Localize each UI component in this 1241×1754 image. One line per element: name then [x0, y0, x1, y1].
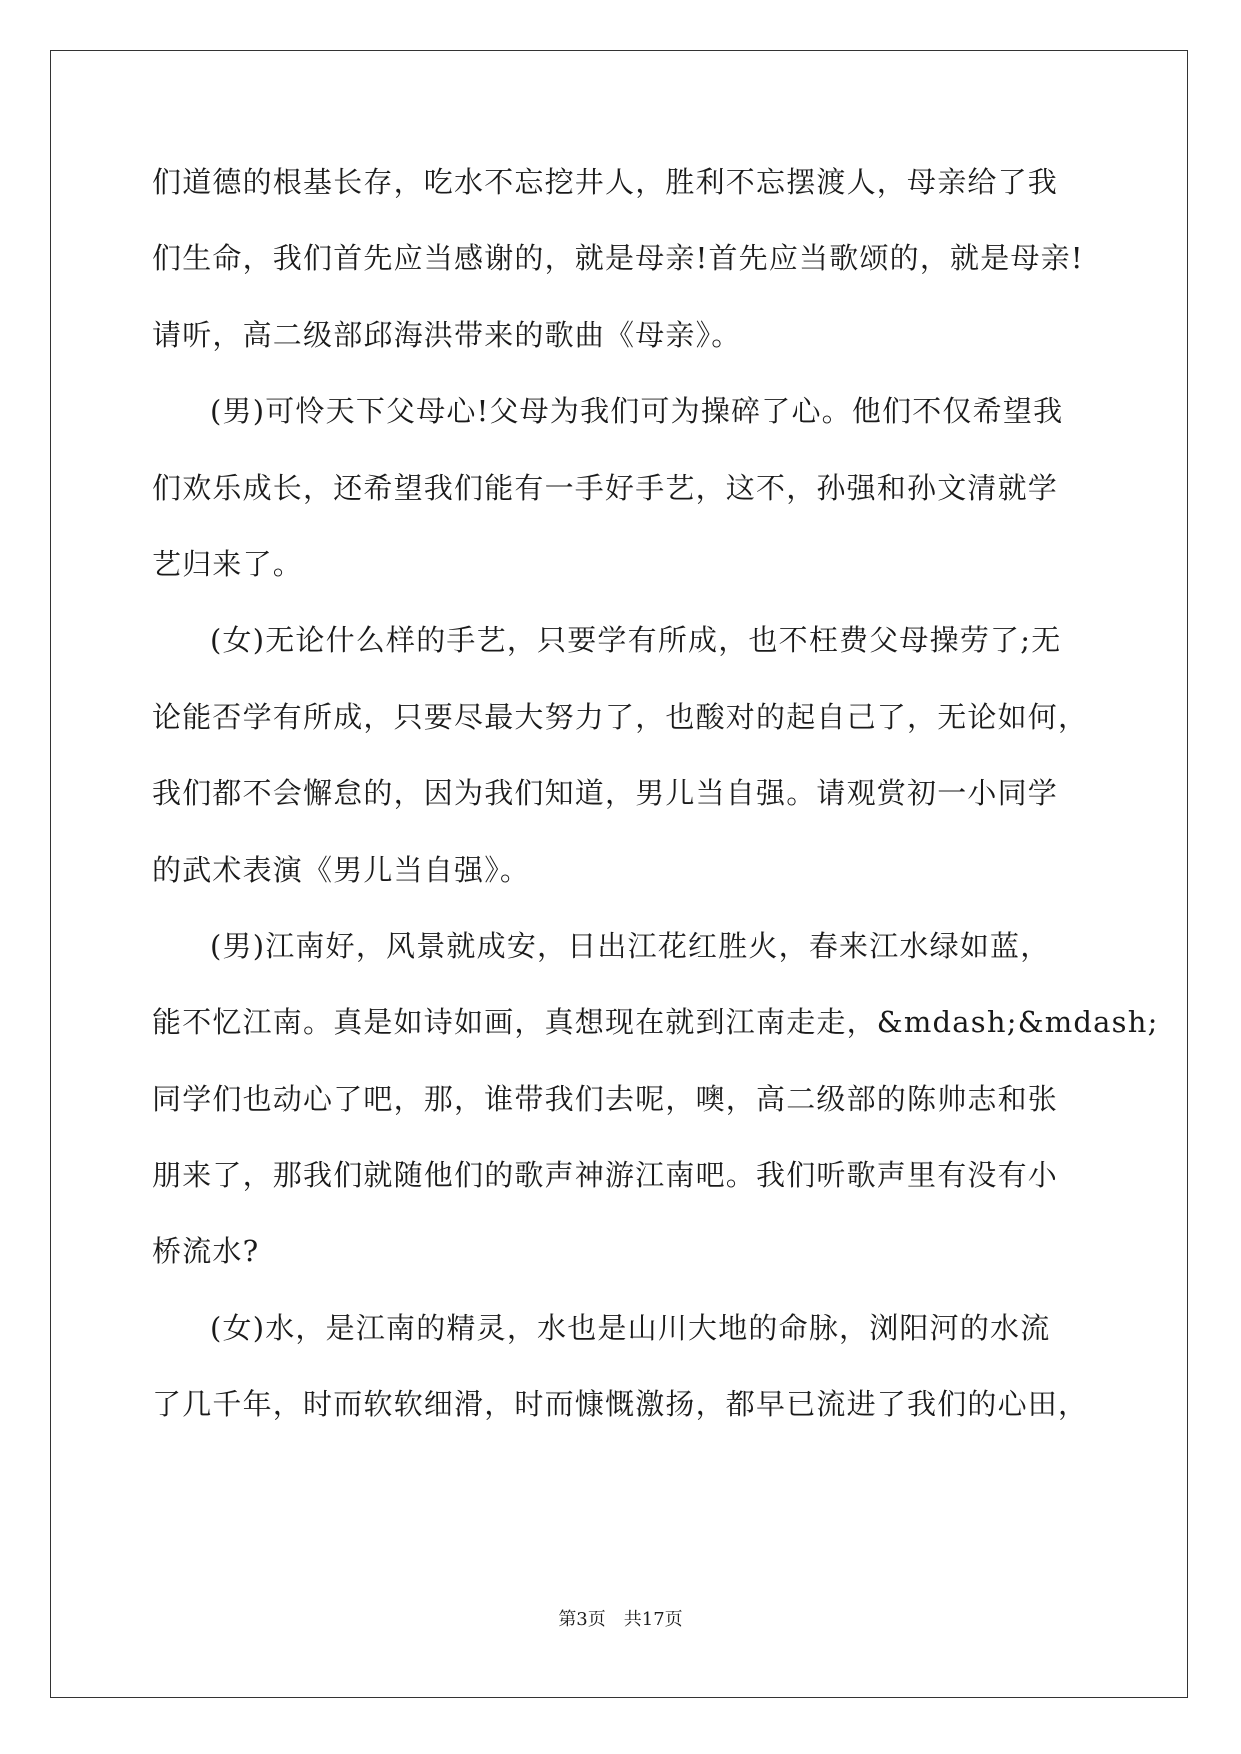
text-line: 同学们也动心了吧，那，谁带我们去呢，噢，高二级部的陈帅志和张 [152, 1081, 1059, 1116]
text-line: 请听，高二级部邱海洪带来的歌曲《母亲》。 [152, 317, 742, 352]
paragraph-start-line: (女)水，是江南的精灵，水也是山川大地的命脉，浏阳河的水流 [210, 1310, 1051, 1345]
text-line: 们道德的根基长存，吃水不忘挖井人，胜利不忘摆渡人，母亲给了我 [152, 165, 1059, 199]
text-line: 艺归来了。 [152, 546, 304, 581]
text-line: 们生命，我们首先应当感谢的，就是母亲!首先应当歌颂的，就是母亲! [152, 241, 1084, 276]
text-line: 了几千年，时而软软细滑，时而慷慨激扬，都早已流进了我们的心田， [152, 1387, 1089, 1422]
text-line: 能不忆江南。真是如诗如画，真想现在就到江南走走，&mdash;&mdash; [152, 1005, 1159, 1040]
text-line: 论能否学有所成，只要尽最大努力了，也酸对的起自己了，无论如何， [152, 699, 1089, 734]
text-line: 桥流水? [152, 1234, 260, 1269]
page-total: 共17页 [623, 1609, 683, 1630]
text-line: 们欢乐成长，还希望我们能有一手好手艺，这不，孙强和孙文清就学 [152, 470, 1059, 505]
paragraph-start-line: (女)无论什么样的手艺，只要学有所成，也不枉费父母操劳了;无 [210, 623, 1062, 658]
page-number: 第3页 [558, 1609, 606, 1630]
text-line: 朋来了，那我们就随他们的歌声神游江南吧。我们听歌声里有没有小 [152, 1158, 1059, 1193]
paragraph-start-line: (男)可怜天下父母心!父母为我们可为操碎了心。他们不仅希望我 [210, 394, 1064, 429]
page-footer [0, 1608, 1241, 1632]
text-line: 的武术表演《男儿当自强》。 [152, 852, 531, 887]
paragraph-start-line: (男)江南好，风景就成安，日出江花红胜火，春来江水绿如蓝， [210, 928, 1051, 963]
text-line: 我们都不会懈怠的，因为我们知道，男儿当自强。请观赏初一小同学 [152, 776, 1059, 811]
document-body [152, 162, 1159, 1461]
